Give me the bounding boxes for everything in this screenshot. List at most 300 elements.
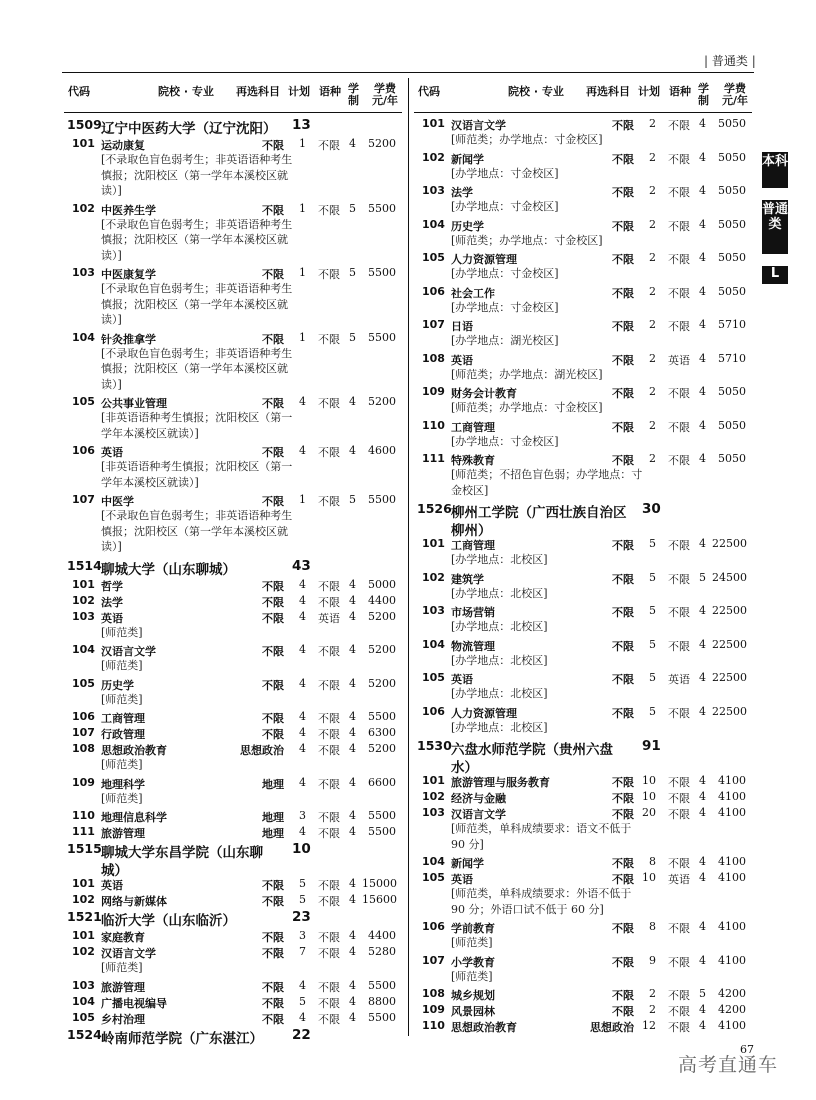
major-subject: 不限: [612, 989, 634, 1002]
major-duration: 4: [699, 217, 706, 231]
major-duration: 5: [349, 493, 356, 506]
major-code: 103: [72, 978, 95, 992]
right-column: [414, 80, 752, 1034]
major-name: 英语: [101, 879, 123, 892]
major-code: 102: [422, 570, 445, 584]
major-row: [64, 330, 402, 346]
major-row: [414, 384, 752, 400]
major-code: 101: [72, 877, 95, 890]
major-name: 中医学: [101, 495, 134, 508]
school-code: 1526: [417, 501, 452, 516]
major-row: [414, 637, 752, 653]
major-plan: 5: [299, 893, 306, 906]
header-fee: 学费元/年: [721, 82, 749, 107]
watermark: 高考直通车: [678, 1054, 779, 1076]
school-name: 六盘水师范学院（贵州六盘: [451, 742, 613, 758]
major-fee: 5200: [368, 676, 396, 690]
header-lang: 语种: [669, 85, 691, 98]
major-name: 英语: [101, 446, 123, 459]
major-fee: 5500: [368, 493, 396, 506]
major-code: 108: [422, 987, 445, 1000]
major-lang: 不限: [668, 572, 690, 586]
major-subject: 不限: [612, 572, 634, 586]
major-subject: 不限: [612, 873, 634, 886]
page-number: 67: [740, 1043, 754, 1056]
major-duration: 5: [699, 987, 706, 1000]
major-subject: 不限: [612, 706, 634, 720]
major-name: 中医养生学: [101, 203, 156, 217]
major-plan: 3: [299, 929, 306, 942]
major-fee: 6300: [368, 726, 396, 739]
major-row: [414, 183, 752, 199]
school-heading: [64, 1026, 402, 1046]
major-subject: 不限: [262, 678, 284, 692]
major-plan: 5: [649, 637, 656, 651]
major-fee: 4200: [718, 1003, 746, 1016]
major-duration: 4: [699, 184, 706, 197]
major-plan: 2: [649, 184, 656, 197]
major-name: 特殊教育: [451, 454, 495, 467]
major-row: [414, 870, 752, 886]
major-row: [414, 284, 752, 300]
major-subject: 不限: [612, 119, 634, 132]
header-name: 院校 · 专业: [158, 85, 214, 98]
major-name: 针灸推拿学: [101, 332, 156, 346]
major-note: [师范类]: [451, 936, 493, 949]
major-note: [师范类]: [451, 969, 493, 983]
major-fee: 5200: [368, 395, 396, 408]
major-subject: 不限: [262, 996, 284, 1010]
major-plan: 1: [299, 137, 306, 150]
major-plan: 2: [649, 150, 656, 164]
major-row: [414, 704, 752, 720]
major-note: [不录取色盲色弱考生；非英语语种考生慎报；沈阳校区（第一学年本溪校区就读）]: [101, 282, 293, 326]
major-plan: 4: [299, 1010, 306, 1024]
major-subject: 思想政治: [240, 744, 284, 757]
major-plan: 4: [299, 775, 306, 789]
major-lang: 不限: [318, 579, 340, 593]
major-name: 工商管理: [451, 420, 495, 434]
school-code: 1530: [417, 738, 452, 753]
major-fee: 4100: [718, 953, 746, 967]
major-plan: 3: [299, 809, 306, 822]
header-subject: 再选科目: [236, 85, 280, 98]
major-note: [办学地点：寸金校区]: [451, 166, 559, 180]
major-note: [非英语语种考生慎报；沈阳校区（第一学年本溪校区就读）]: [101, 411, 293, 440]
header-plan: 计划: [638, 85, 660, 98]
major-duration: 4: [699, 1003, 706, 1016]
major-note: [办学地点：寸金校区]: [451, 300, 559, 314]
major-plan: 4: [299, 726, 306, 739]
major-note: [不录取色盲色弱考生；非英语语种考生慎报；沈阳校区（第一学年本溪校区就读）]: [101, 346, 293, 391]
major-name: 公共事业管理: [101, 397, 167, 410]
major-duration: 4: [349, 994, 356, 1008]
major-plan: 5: [649, 704, 656, 718]
major-name: 英语: [101, 611, 123, 625]
major-duration: 4: [349, 710, 356, 723]
major-name: 乡村治理: [101, 1012, 145, 1026]
major-code: 101: [72, 929, 95, 942]
major-name: 市场营销: [451, 606, 495, 619]
major-row: [64, 394, 402, 410]
major-lang: 英语: [668, 353, 690, 367]
major-plan: 10: [642, 774, 656, 787]
major-code: 101: [72, 137, 95, 150]
major-fee: 6600: [368, 775, 396, 789]
major-duration: 4: [349, 726, 356, 739]
major-subject: 不限: [612, 152, 634, 166]
major-name: 小学教育: [451, 955, 495, 969]
major-row: [64, 944, 402, 960]
major-note: [师范类]: [101, 625, 143, 639]
major-fee: 5500: [368, 978, 396, 992]
major-duration: 4: [699, 318, 706, 331]
major-code: 102: [422, 150, 445, 164]
major-subject: 不限: [262, 397, 284, 410]
major-note: [师范类；办学地点：寸金校区]: [451, 401, 603, 414]
major-duration: 5: [699, 570, 706, 584]
major-name: 法学: [451, 186, 473, 199]
major-duration: 4: [699, 1019, 706, 1032]
school-heading: [64, 116, 402, 136]
major-fee: 5050: [718, 251, 746, 264]
major-name: 历史学: [451, 219, 484, 233]
major-name: 工商管理: [101, 712, 145, 725]
major-code: 111: [422, 452, 445, 465]
major-code: 110: [422, 418, 445, 432]
school-name: 柳州工学院（广西壮族自治区: [451, 505, 627, 521]
major-name: 思想政治教育: [451, 1021, 517, 1034]
major-name: 英语: [451, 673, 473, 686]
major-lang: 不限: [318, 139, 340, 152]
major-duration: 4: [349, 395, 356, 408]
major-code: 105: [422, 871, 445, 884]
major-lang: 不限: [668, 186, 690, 199]
major-code: 104: [72, 994, 95, 1008]
side-tab-letter: L: [762, 266, 788, 284]
major-plan: 1: [299, 330, 306, 344]
major-code: 102: [422, 790, 445, 803]
school-plan: 30: [642, 501, 661, 517]
major-code: 109: [72, 775, 95, 789]
category-header: [704, 52, 756, 69]
major-plan: 4: [299, 395, 306, 408]
major-note: [师范类；不招色盲色弱；办学地点：寸金校区]: [451, 468, 643, 497]
major-fee: 4200: [718, 987, 746, 1000]
major-code: 110: [72, 809, 95, 822]
major-name: 汉语言文学: [101, 645, 156, 658]
major-duration: 4: [699, 452, 706, 465]
major-code: 105: [422, 671, 445, 684]
major-code: 101: [422, 117, 445, 130]
major-lang: 英语: [668, 873, 690, 886]
major-note: [师范类，单科成绩要求：外语不低于 90 分；外语口试不低于 60 分]: [451, 887, 632, 916]
major-note: [办学地点：北校区]: [451, 720, 548, 734]
major-code: 104: [72, 330, 95, 344]
major-duration: 4: [699, 150, 706, 164]
major-lang: 不限: [318, 595, 340, 609]
major-subject: 不限: [262, 611, 284, 625]
major-fee: 5200: [368, 742, 396, 755]
major-duration: 4: [349, 978, 356, 992]
left-column: [64, 80, 402, 1046]
major-code: 109: [422, 385, 445, 398]
header-subject: 再选科目: [586, 85, 630, 98]
major-name: 哲学: [101, 579, 123, 593]
major-duration: 4: [349, 444, 356, 457]
major-name: 中医康复学: [101, 268, 156, 281]
column-divider: [408, 78, 409, 1036]
major-fee: 5200: [368, 137, 396, 150]
major-lang: 不限: [318, 397, 340, 410]
major-fee: 5050: [718, 150, 746, 164]
major-fee: 4100: [718, 806, 746, 819]
major-code: 105: [422, 251, 445, 264]
major-subject: 不限: [262, 879, 284, 892]
major-lang: 不限: [668, 808, 690, 821]
major-note: [办学地点：北校区]: [451, 620, 548, 633]
major-subject: 不限: [262, 931, 284, 944]
major-fee: 5500: [368, 330, 396, 344]
major-duration: 4: [699, 671, 706, 684]
major-code: 106: [72, 444, 95, 457]
major-row: [64, 892, 402, 908]
major-subject: 不限: [262, 895, 284, 908]
major-name: 旅游管理: [101, 827, 145, 840]
major-name: 新闻学: [451, 152, 484, 166]
major-fee: 5500: [368, 809, 396, 822]
major-lang: 不限: [318, 777, 340, 791]
major-name: 广播电视编导: [101, 996, 167, 1010]
major-name: 汉语言文学: [451, 119, 506, 132]
major-plan: 4: [299, 609, 306, 623]
major-note: [师范类；办学地点：湖光校区]: [451, 367, 603, 381]
major-code: 103: [422, 184, 445, 197]
major-lang: 英语: [668, 673, 690, 686]
major-lang: 不限: [668, 606, 690, 619]
major-code: 104: [422, 217, 445, 231]
major-note: [不录取色盲色弱考生；非英语语种考生慎报；沈阳校区（第一学年本溪校区就读）]: [101, 217, 293, 262]
major-plan: 4: [299, 825, 306, 838]
major-note: [师范类；办学地点：寸金校区]: [451, 133, 603, 146]
major-duration: 5: [349, 266, 356, 279]
major-row: [414, 919, 752, 935]
school-plan: 43: [292, 557, 311, 574]
major-code: 104: [422, 855, 445, 868]
major-row: [64, 709, 402, 725]
school-plan: 22: [292, 1026, 311, 1043]
major-subject: 不限: [262, 980, 284, 994]
major-lang: 不限: [318, 895, 340, 908]
major-code: 105: [72, 1010, 95, 1024]
school-code: 1521: [67, 909, 102, 924]
major-subject: 不限: [612, 606, 634, 619]
major-subject: 不限: [262, 728, 284, 741]
major-fee: 22500: [712, 671, 747, 684]
major-fee: 22500: [712, 637, 747, 651]
major-row: [64, 725, 402, 741]
major-row: [64, 492, 402, 508]
major-fee: 5280: [368, 945, 396, 958]
major-row: [64, 136, 402, 152]
major-name: 学前教育: [451, 922, 495, 935]
bracket-right: |: [751, 54, 756, 68]
header-duration: 学制: [698, 82, 709, 107]
major-row: [414, 1018, 752, 1034]
major-subject: 不限: [612, 286, 634, 300]
bracket-left: |: [704, 54, 709, 68]
major-code: 104: [72, 643, 95, 656]
major-subject: 地理: [262, 811, 284, 824]
major-plan: 2: [649, 284, 656, 298]
major-plan: 5: [649, 537, 656, 550]
major-name: 运动康复: [101, 139, 145, 152]
major-code: 102: [72, 593, 95, 607]
major-row: [414, 603, 752, 619]
major-code: 103: [422, 806, 445, 819]
major-name: 财务会计教育: [451, 387, 517, 400]
header-plan: 计划: [288, 85, 310, 98]
major-subject: 不限: [612, 539, 634, 552]
major-duration: 4: [349, 676, 356, 690]
major-code: 103: [72, 609, 95, 623]
major-fee: 8800: [368, 994, 396, 1008]
major-name: 工商管理: [451, 539, 495, 552]
major-row: [64, 593, 402, 609]
major-plan: 8: [649, 920, 656, 933]
major-lang: 不限: [668, 989, 690, 1002]
major-subject: 不限: [612, 792, 634, 805]
major-lang: 不限: [318, 678, 340, 692]
major-duration: 4: [699, 284, 706, 298]
major-code: 111: [72, 825, 95, 838]
major-name: 旅游管理与服务教育: [451, 776, 550, 789]
major-plan: 2: [649, 217, 656, 231]
major-row: [414, 150, 752, 166]
major-name: 物流管理: [451, 639, 495, 653]
major-name: 旅游管理: [101, 980, 145, 994]
major-plan: 2: [649, 1003, 656, 1016]
major-duration: 4: [699, 351, 706, 365]
major-name: 城乡规划: [451, 989, 495, 1002]
major-subject: 不限: [262, 1012, 284, 1026]
major-plan: 2: [649, 117, 656, 130]
major-name: 地理科学: [101, 777, 145, 791]
school-code: 1515: [67, 841, 102, 856]
major-lang: 不限: [668, 1021, 690, 1034]
major-name: 家庭教育: [101, 931, 145, 944]
major-subject: 不限: [612, 776, 634, 789]
major-duration: 4: [349, 643, 356, 656]
major-subject: 思想政治: [590, 1021, 634, 1034]
major-duration: 4: [349, 945, 356, 958]
major-plan: 5: [299, 994, 306, 1008]
major-lang: 不限: [668, 1005, 690, 1018]
major-name: 经济与金融: [451, 792, 506, 805]
major-note: [办学地点：寸金校区]: [451, 434, 559, 448]
major-lang: 不限: [318, 980, 340, 994]
major-duration: 4: [349, 877, 356, 890]
major-row: [414, 116, 752, 132]
major-note: [不录取色盲色弱考生；非英语语种考生慎报；沈阳校区（第一学年本溪校区就读）]: [101, 153, 293, 197]
major-name: 英语: [451, 353, 473, 367]
major-plan: 4: [299, 444, 306, 457]
major-subject: 不限: [612, 922, 634, 935]
major-subject: 不限: [262, 495, 284, 508]
major-note: [师范类]: [101, 961, 143, 974]
major-name: 思想政治教育: [101, 744, 167, 757]
major-lang: 不限: [318, 203, 340, 217]
major-subject: 不限: [262, 645, 284, 658]
major-subject: 不限: [262, 332, 284, 346]
major-code: 106: [72, 710, 95, 723]
major-duration: 4: [349, 137, 356, 150]
major-code: 109: [422, 1003, 445, 1016]
major-fee: 4400: [368, 593, 396, 607]
major-plan: 4: [299, 978, 306, 992]
major-lang: 不限: [318, 811, 340, 824]
major-row: [414, 805, 752, 821]
major-plan: 5: [649, 671, 656, 684]
major-name: 汉语言文学: [451, 808, 506, 821]
major-code: 106: [422, 704, 445, 718]
major-duration: 4: [349, 577, 356, 591]
major-lang: 不限: [668, 454, 690, 467]
major-subject: 不限: [612, 420, 634, 434]
major-duration: 4: [699, 251, 706, 264]
header-rule: [62, 72, 754, 73]
major-code: 106: [422, 920, 445, 933]
school-heading: [414, 737, 752, 776]
major-plan: 5: [299, 877, 306, 890]
major-lang: 不限: [668, 152, 690, 166]
major-row: [414, 217, 752, 233]
major-row: [64, 577, 402, 593]
major-plan: 2: [649, 251, 656, 264]
major-lang: 不限: [668, 539, 690, 552]
major-lang: 不限: [318, 931, 340, 944]
major-subject: 不限: [262, 595, 284, 609]
major-fee: 4100: [718, 920, 746, 933]
major-subject: 地理: [262, 827, 284, 840]
major-name: 汉语言文学: [101, 947, 156, 960]
school-heading: [414, 500, 752, 539]
major-row: [64, 676, 402, 692]
major-fee: 15000: [362, 877, 397, 890]
major-duration: 4: [349, 893, 356, 906]
major-row: [64, 201, 402, 217]
major-lang: 不限: [318, 728, 340, 741]
major-row: [414, 773, 752, 789]
major-lang: 不限: [668, 420, 690, 434]
major-duration: 4: [699, 855, 706, 868]
major-code: 102: [72, 893, 95, 906]
major-subject: 不限: [612, 639, 634, 653]
major-fee: 4100: [718, 1019, 746, 1032]
major-duration: 4: [699, 920, 706, 933]
major-fee: 4100: [718, 855, 746, 868]
major-row: [64, 1010, 402, 1026]
major-lang: 不限: [318, 495, 340, 508]
school-name: 岭南师范学院（广东湛江）: [101, 1030, 263, 1047]
major-fee: 5050: [718, 284, 746, 298]
major-plan: 2: [649, 987, 656, 1000]
major-name: 新闻学: [451, 857, 484, 870]
major-fee: 22500: [712, 704, 747, 718]
major-row: [414, 536, 752, 552]
major-code: 102: [72, 201, 95, 215]
major-row: [64, 265, 402, 281]
